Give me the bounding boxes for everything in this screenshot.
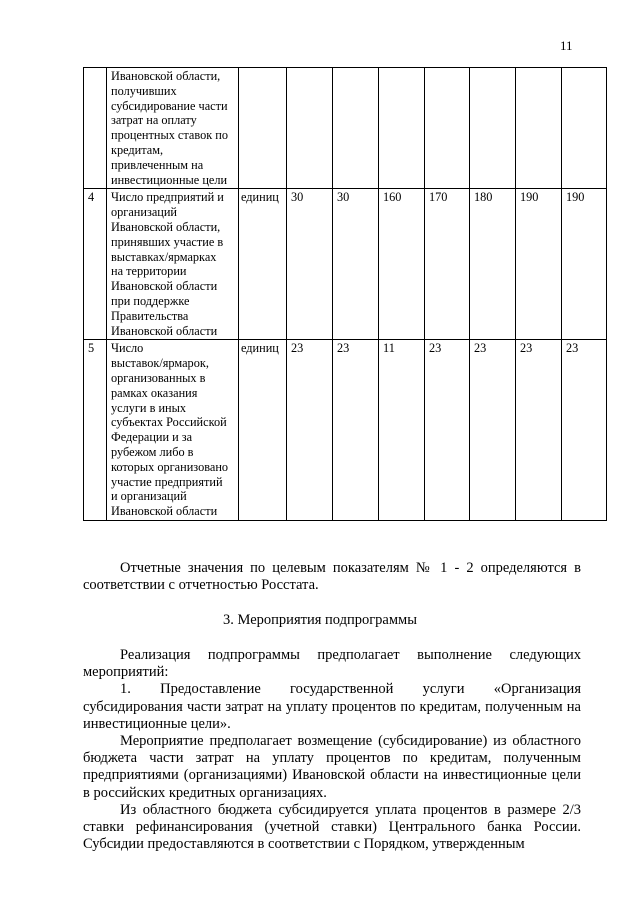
value-cell: 30 [287, 189, 333, 340]
indicator-name-line: организованных в [111, 370, 206, 385]
indicator-name-line: субъектах Российской [111, 415, 227, 430]
indicator-name-line: затрат на оплату [111, 113, 197, 128]
indicator-name-line: кредитам, [111, 142, 164, 157]
unit-cell [239, 68, 287, 189]
indicator-name-line: которых организовано [111, 459, 229, 474]
section-title: 3. Мероприятия подпрограммы [223, 612, 417, 628]
note-block [83, 560, 581, 594]
unit-cell: единиц [239, 340, 287, 521]
indicator-name-line: Число [111, 341, 144, 356]
indicator-name-line: Правительства [111, 308, 189, 323]
indicator-name-line: услуги в иных [111, 400, 187, 415]
indicator-name-line: Ивановской области [111, 279, 218, 294]
table-row [84, 340, 607, 521]
section-body [83, 647, 581, 853]
indicator-name-line: процентных ставок по [111, 128, 229, 143]
indicator-name-line: принявших участие в [111, 234, 224, 249]
indicator-name-cell [107, 189, 239, 340]
table-row [84, 189, 607, 340]
indicator-name-line: выставок/ярмарок, [111, 356, 209, 371]
indicator-name-line: Число предприятий и [111, 190, 224, 205]
value-cell: 190 [562, 189, 607, 340]
page-number: 11 [560, 38, 573, 53]
indicator-name-line: привлеченным на [111, 157, 204, 172]
indicator-name-line: организаций [111, 205, 178, 220]
value-cell: 23 [333, 340, 379, 521]
indicator-name-line: Ивановской области, [111, 219, 221, 234]
value-cell: 190 [516, 189, 562, 340]
value-cell: 23 [470, 340, 516, 521]
indicator-name-line: Федерации и за [111, 430, 193, 445]
row-number-cell: 5 [84, 340, 107, 521]
value-cell: 30 [333, 189, 379, 340]
value-cell [516, 68, 562, 189]
value-cell [562, 68, 607, 189]
indicator-name-line: Ивановской области [111, 323, 218, 338]
value-cell: 23 [516, 340, 562, 521]
indicator-name-line: инвестиционные цели [111, 172, 228, 187]
value-cell: 23 [562, 340, 607, 521]
indicator-name-cell [107, 340, 239, 521]
indicator-name-line: на территории [111, 264, 187, 279]
indicator-name-line: выставках/ярмарках [111, 249, 217, 264]
paragraph-intro: Реализация подпрограммы предполагает выполнение следующих мероприятий: [83, 647, 581, 681]
value-cell: 170 [425, 189, 470, 340]
value-cell: 23 [425, 340, 470, 521]
paragraph-measure: Мероприятие предполагает возмещение (субсидирование) из областного бюджета части затрат на уплату процентов по кредитам, полученным предприятиями (организациями) Ивановской области на инвестиционные цели в российских кредитных организациях. [83, 733, 581, 801]
indicator-name-line: участие предприятий [111, 474, 223, 489]
value-cell [379, 68, 425, 189]
unit-cell: единиц [239, 189, 287, 340]
value-cell: 160 [379, 189, 425, 340]
paragraph-item-1: 1. Предоставление государственной услуги «Организация субсидирования части затрат на уплату процентов по кредитам, полученным на инвестиционные цели». [83, 681, 581, 732]
value-cell [287, 68, 333, 189]
indicator-name-line: субсидирование части [111, 98, 228, 113]
indicator-name-line: и организаций [111, 489, 187, 504]
indicator-name-line: Ивановской области [111, 504, 218, 519]
row-number-cell: 4 [84, 189, 107, 340]
value-cell [470, 68, 516, 189]
value-cell: 180 [470, 189, 516, 340]
indicator-name-line: Ивановской области, [111, 69, 221, 83]
indicator-name-line: рубежом либо в [111, 444, 194, 459]
paragraph-subsidy: Из областного бюджета субсидируется уплата процентов в размере 2/3 ставки рефинансирования (учетной ставки) Центрального банка России. Субсидии предоставляются в соответствии с Порядком, утвержденным [83, 801, 581, 853]
value-cell [425, 68, 470, 189]
table-row [84, 68, 607, 189]
indicator-name-cell [107, 68, 239, 189]
note-paragraph: Отчетные значения по целевым показателям № 1 - 2 определяются в соответствии с отчетностью Росстата. [83, 560, 581, 594]
value-cell: 23 [287, 340, 333, 521]
value-cell: 11 [379, 340, 425, 521]
indicator-name-line: получивших [111, 83, 177, 98]
value-cell [333, 68, 379, 189]
indicator-name-line: рамках оказания [111, 385, 198, 400]
row-number-cell [84, 68, 107, 189]
indicator-name-line: при поддержке [111, 293, 190, 308]
indicators-table [83, 67, 607, 521]
